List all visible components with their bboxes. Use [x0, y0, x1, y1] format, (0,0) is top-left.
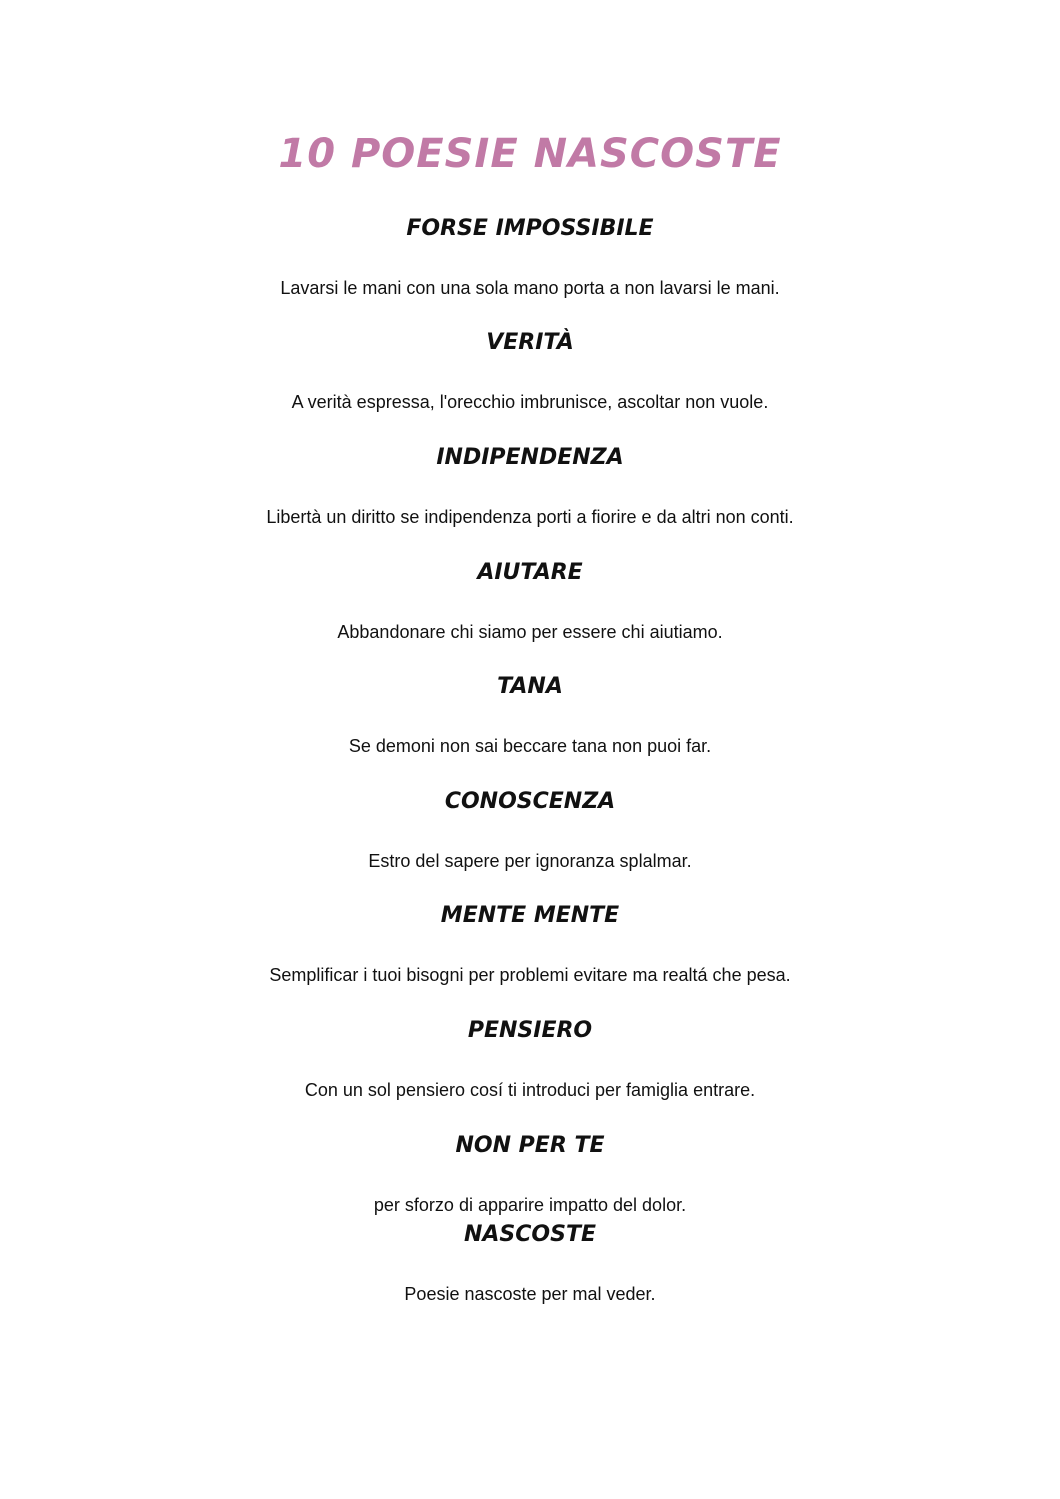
poem-heading: FORSE IMPOSSIBILE — [406, 216, 654, 241]
poem-text: Estro del sapere per ignoranza splalmar. — [368, 851, 692, 871]
poem-text: Semplificar i tuoi bisogni per problemi evitare ma realtá che pesa. — [269, 965, 791, 985]
poem-text: Poesie nascoste per mal veder. — [404, 1284, 656, 1304]
poem-heading: AIUTARE — [477, 560, 583, 585]
page-title: 10 POESIE NASCOSTE — [278, 131, 782, 177]
poem-heading: NON PER TE — [455, 1133, 605, 1158]
poem-heading: CONOSCENZA — [444, 789, 616, 814]
poem-heading: VERITÀ — [486, 330, 574, 355]
poem-text: Lavarsi le mani con una sola mano porta a non lavarsi le mani. — [280, 278, 780, 298]
poem-text: per sforzo di apparire impatto del dolor. — [373, 1195, 687, 1215]
poem-text: Con un sol pensiero cosí ti introduci per famiglia entrare. — [304, 1080, 756, 1100]
poem-heading: PENSIERO — [467, 1018, 593, 1043]
poem-text: Abbandonare chi siamo per essere chi aiutiamo. — [337, 622, 723, 642]
poem-heading: INDIPENDENZA — [436, 445, 624, 470]
poem-heading: MENTE MENTE — [440, 903, 620, 928]
poem-heading: TANA — [497, 674, 563, 699]
poem-text: Libertà un diritto se indipendenza porti a fiorire e da altri non conti. — [266, 507, 794, 527]
poem-text: A verità espressa, l'orecchio imbrunisce, ascoltar non vuole. — [291, 392, 769, 412]
poem-text: Se demoni non sai beccare tana non puoi far. — [348, 736, 712, 756]
poem-heading: NASCOSTE — [463, 1222, 596, 1247]
